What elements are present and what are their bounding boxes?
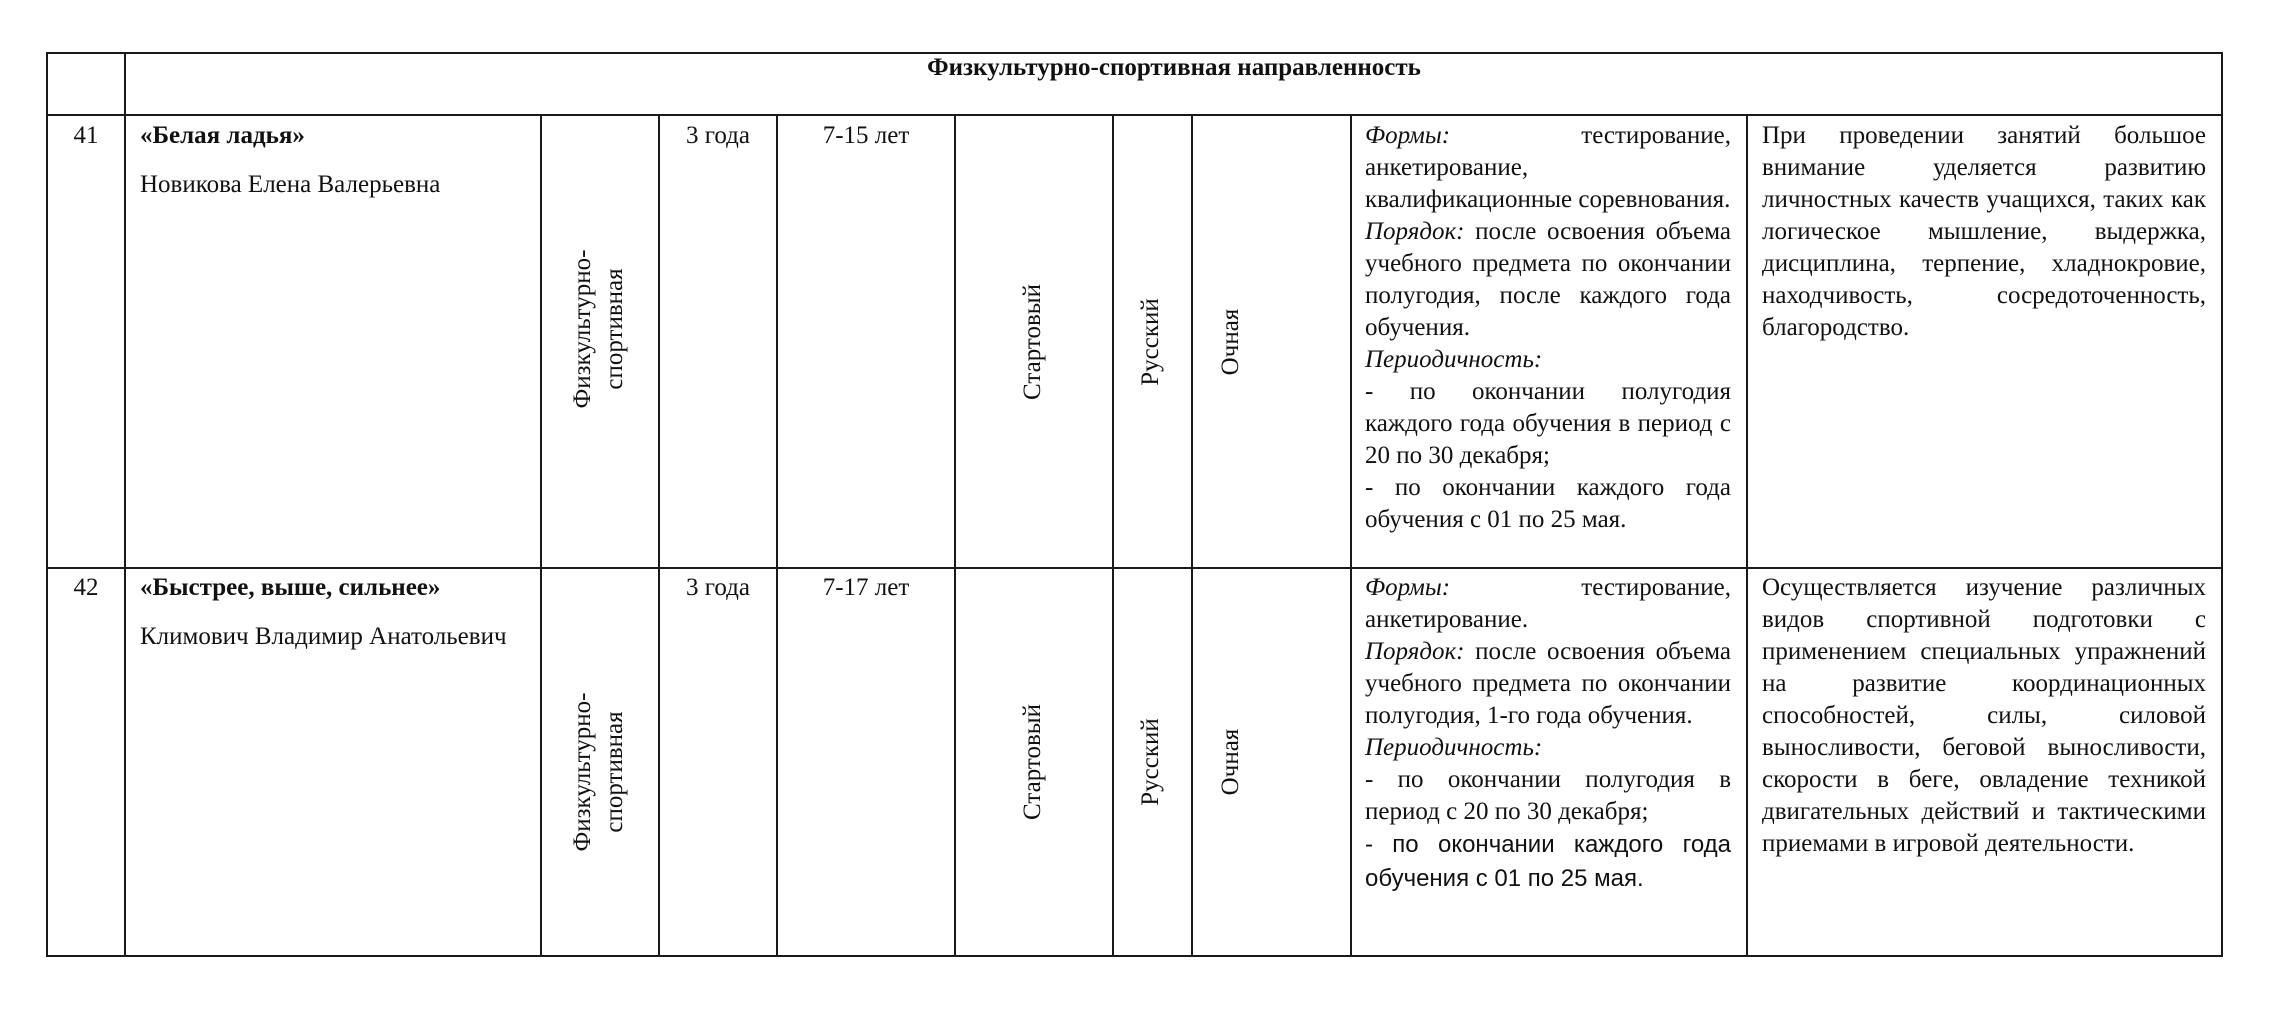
language-label: Русский <box>1137 718 1164 806</box>
forms-text: тестирование, анкетирование. <box>1365 574 1731 633</box>
order-text: после освоения объема учебного предмета по окончании полугодия, 1-го года обучения. <box>1365 638 1732 729</box>
program-name: «Белая ладья» <box>140 122 305 149</box>
table-border-left <box>46 52 48 957</box>
order-label: Порядок: <box>1365 218 1465 245</box>
level-label: Стартовый <box>1019 284 1046 400</box>
row-number: 41 <box>73 122 99 149</box>
teacher-name: Климович Владимир Анатольевич <box>140 623 507 650</box>
form-label: Очная <box>1217 308 1244 376</box>
period-label: Периодичность: <box>1365 734 1543 761</box>
col-divider-level <box>1112 114 1114 957</box>
period-item: - по окончании полугодия в период с 20 по 30 декабря; <box>1365 766 1731 825</box>
program-cell <box>140 572 525 653</box>
description: Осуществляется изучение различных видов спортивной подготовки с применением специальных упражнений на развитие координационных способностей, силы, силовой выносливости, беговой выносливости, скорости в беге, овладение техникой двигательных действий и тактическими приемами в игровой деятельности. <box>1762 574 2206 857</box>
teacher-name: Новикова Елена Валерьевна <box>140 171 441 198</box>
age-range: 7-15 лет <box>822 122 910 149</box>
period-item: - по окончании каждого года обучения с 01 по 25 мая. <box>1365 831 1731 892</box>
col-divider-attestation <box>1746 114 1748 957</box>
table-border-bottom <box>46 955 2223 957</box>
program-name: «Быстрее, выше, сильнее» <box>140 574 441 601</box>
language-label: Русский <box>1137 298 1164 386</box>
col-divider-number <box>124 52 126 957</box>
period-label: Периодичность: <box>1365 346 1543 373</box>
col-divider-age <box>954 114 956 957</box>
section-title: Физкультурно-спортивная направленность <box>927 54 1421 81</box>
row-number: 42 <box>73 574 99 601</box>
col-divider-name <box>540 114 542 957</box>
order-label: Порядок: <box>1365 638 1465 665</box>
table-border-header-bottom <box>46 114 2223 116</box>
program-cell <box>140 120 525 201</box>
age-range: 7-17 лет <box>822 574 910 601</box>
col-divider-direction <box>658 114 660 957</box>
description: При проведении занятий большое внимание уделяется развитию личностных качеств учащихся, таких как логическое мышление, выдержка, дисциплина, терпение, хладнокровие, находчивость, сосредоточенность, благородство. <box>1762 122 2206 341</box>
col-divider-duration <box>776 114 778 957</box>
period-item: - по окончании каждого года обучения с 01 по 25 мая. <box>1365 474 1731 533</box>
duration: 3 года <box>686 122 750 149</box>
direction-label: Физкультурно- спортивная <box>569 692 628 852</box>
direction-label: Физкультурно- спортивная <box>569 249 628 409</box>
forms-text: тестирование, анкетирование, квалификационные соревнования. <box>1365 122 1731 213</box>
period-item: - по окончании полугодия каждого года обучения в период с 20 по 30 декабря; <box>1365 378 1731 469</box>
order-text: после освоения объема учебного предмета по окончании полугодия, после каждого года обучения. <box>1365 218 1732 341</box>
attestation-cell <box>1365 572 1731 896</box>
forms-label: Формы: <box>1365 574 1451 601</box>
attestation-cell <box>1365 120 1731 536</box>
duration: 3 года <box>686 574 750 601</box>
table-border-right <box>2221 52 2223 957</box>
table-border-row-divider <box>46 567 2223 569</box>
level-label: Стартовый <box>1019 704 1046 820</box>
form-label: Очная <box>1217 728 1244 796</box>
col-divider-form <box>1350 114 1352 957</box>
col-divider-language <box>1191 114 1193 957</box>
forms-label: Формы: <box>1365 122 1451 149</box>
